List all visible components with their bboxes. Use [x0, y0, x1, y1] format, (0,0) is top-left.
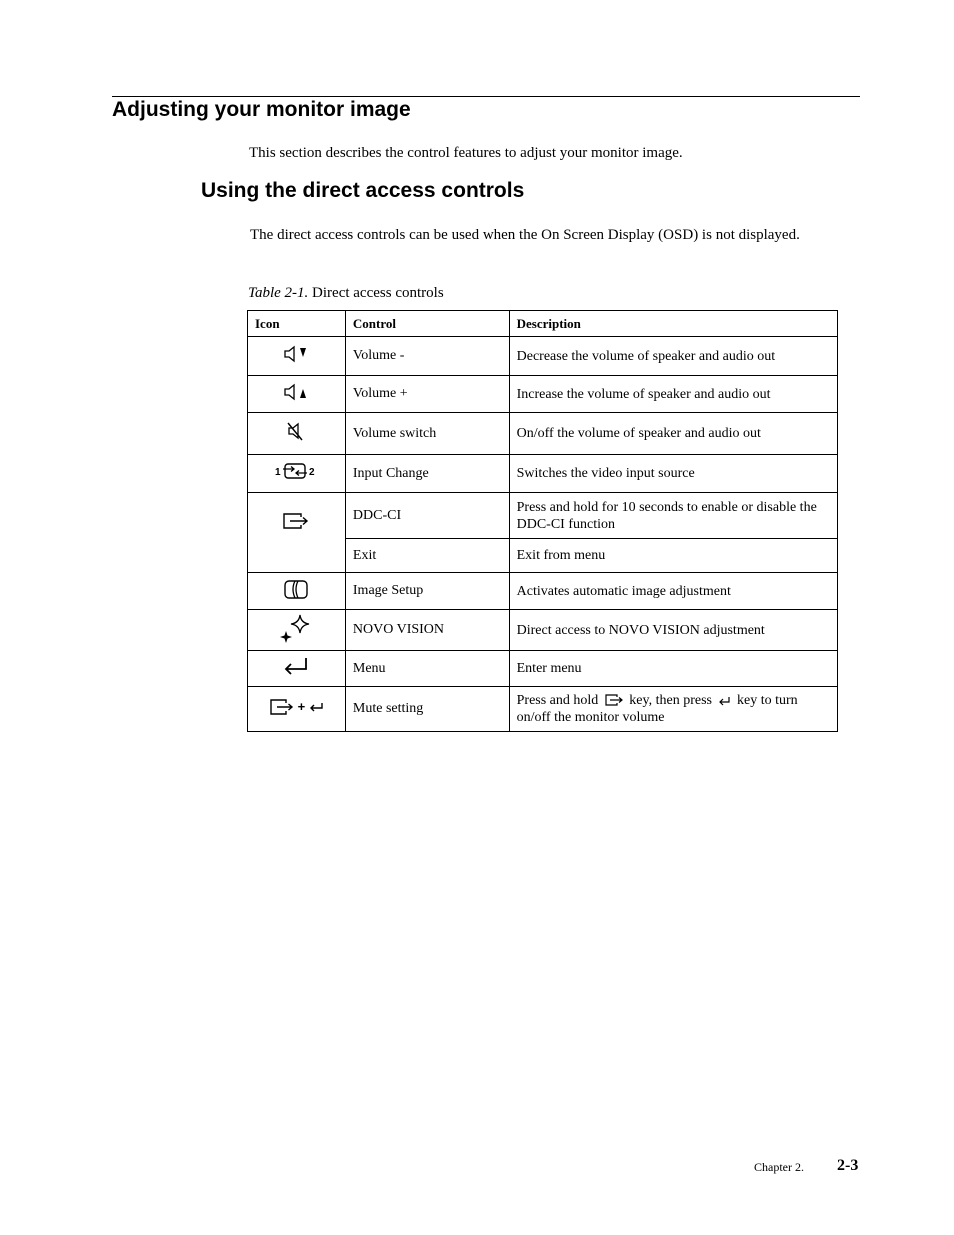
- enter-arrow-icon: [717, 695, 731, 707]
- speaker-down-icon: [282, 344, 310, 364]
- icon-cell: [248, 455, 346, 493]
- mute-desc-part-1: Press and hold: [516, 693, 602, 708]
- control-cell: Menu: [345, 651, 509, 687]
- control-cell: DDC-CI: [345, 493, 509, 539]
- table-row: [248, 573, 838, 610]
- description-cell: [509, 687, 837, 732]
- control-cell: Volume switch: [345, 413, 509, 455]
- header-description: Description: [509, 311, 837, 337]
- control-cell: Volume +: [345, 376, 509, 413]
- mute-desc-part-3: key to turn on/off the monitor volume: [516, 693, 798, 725]
- table-row: [248, 413, 838, 455]
- description-cell: Direct access to NOVO VISION adjustment: [509, 610, 837, 651]
- control-cell: NOVO VISION: [345, 610, 509, 651]
- section-rule: [112, 96, 860, 97]
- icon-cell: [248, 573, 346, 610]
- exit-icon: [281, 511, 311, 531]
- table-caption-text: Direct access controls: [308, 285, 444, 301]
- icon-cell: [248, 337, 346, 376]
- description-cell: On/off the volume of speaker and audio out: [509, 413, 837, 455]
- exit-plus-enter-icon: [269, 698, 325, 716]
- section-title: Adjusting your monitor image: [112, 98, 411, 121]
- section-intro: This section describes the control features to adjust your monitor image.: [249, 145, 683, 161]
- header-icon: Icon: [248, 311, 346, 337]
- direct-access-controls-table: [247, 310, 838, 732]
- footer-page-number: 2-3: [837, 1157, 859, 1174]
- control-cell: Mute setting: [345, 687, 509, 732]
- subsection-title: Using the direct access controls: [201, 179, 525, 202]
- table-caption-label: Table 2-1.: [248, 285, 309, 301]
- control-cell: Exit: [345, 539, 509, 573]
- header-control: Control: [345, 311, 509, 337]
- description-cell: Exit from menu: [509, 539, 837, 573]
- exit-icon: [604, 693, 624, 707]
- description-cell: Decrease the volume of speaker and audio out: [509, 337, 837, 376]
- table-row: [248, 337, 838, 376]
- table-header-row: [248, 311, 838, 337]
- plus-sign: +: [297, 699, 306, 714]
- description-cell: Activates automatic image adjustment: [509, 573, 837, 610]
- mute-desc-part-2: key, then press: [625, 693, 716, 708]
- table-row: [248, 493, 838, 539]
- description-cell: Enter menu: [509, 651, 837, 687]
- sparkle-icon: [278, 612, 314, 644]
- speaker-up-icon: [282, 382, 310, 402]
- speaker-mute-icon: [284, 420, 308, 442]
- table-row: [248, 610, 838, 651]
- icon-cell: [248, 610, 346, 651]
- icon-cell: [248, 687, 346, 732]
- input-change-label-2: 2: [309, 467, 315, 478]
- control-cell: Input Change: [345, 455, 509, 493]
- control-cell: Image Setup: [345, 573, 509, 610]
- table-row: [248, 455, 838, 493]
- table-row: [248, 376, 838, 413]
- input-change-label-1: 1: [275, 467, 281, 478]
- icon-cell: [248, 493, 346, 573]
- icon-cell: [248, 651, 346, 687]
- image-setup-icon: [281, 578, 311, 600]
- exit-icon: [269, 698, 295, 716]
- control-cell: Volume -: [345, 337, 509, 376]
- enter-arrow-icon: [308, 700, 324, 714]
- enter-icon: [281, 655, 311, 677]
- footer-chapter: Chapter 2.: [754, 1160, 804, 1174]
- description-cell: Increase the volume of speaker and audio out: [509, 376, 837, 413]
- icon-cell: [248, 413, 346, 455]
- subsection-body: The direct access controls can be used when the On Screen Display (OSD) is not displayed.: [250, 227, 800, 243]
- description-cell: Press and hold for 10 seconds to enable or disable the DDC-CI function: [509, 493, 837, 539]
- table-row: [248, 687, 838, 732]
- description-cell: Switches the video input source: [509, 455, 837, 493]
- input-change-icon: [274, 461, 318, 481]
- icon-cell: [248, 376, 346, 413]
- table-row: [248, 651, 838, 687]
- table-caption: [248, 285, 444, 302]
